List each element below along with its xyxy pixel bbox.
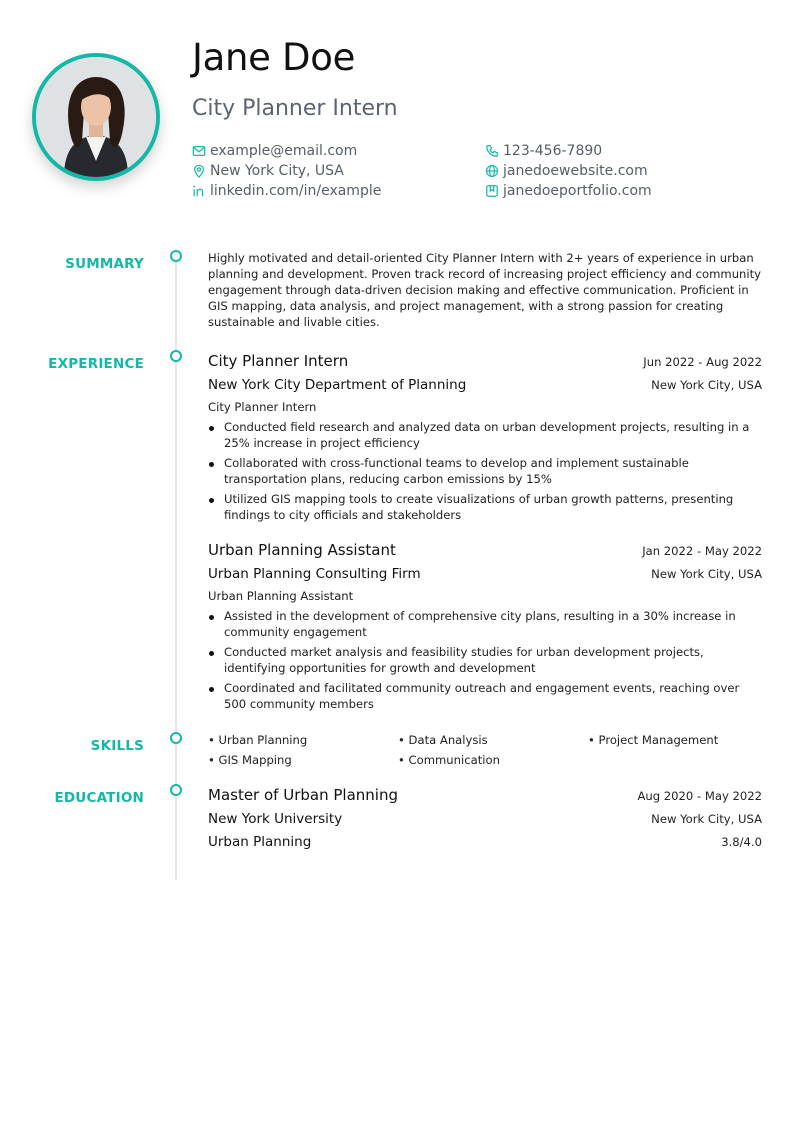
candidate-title: City Planner Intern [192,96,398,121]
skill-item: • Urban Planning [208,733,308,747]
section-title-education: EDUCATION [54,790,144,806]
section-title-skills: SKILLS [90,738,144,754]
list-item: Conducted market analysis and feasibility studies for urban development projects, identifying opportunities for growth and development [208,644,764,676]
experience-location: New York City, USA [651,567,762,581]
education-gpa: 3.8/4.0 [721,835,762,849]
timeline-dot-education [170,784,182,796]
location-pin-icon [192,164,206,178]
experience-subtitle: City Planner Intern [208,400,317,414]
candidate-name: Jane Doe [192,36,356,79]
experience-item-1-header [208,352,762,370]
education-dates: Aug 2020 - May 2022 [637,789,762,803]
education-school: New York University [208,811,343,827]
linkedin-icon [192,184,206,198]
education-degree: Master of Urban Planning [208,786,398,804]
experience-bullets [208,608,764,716]
contact-phone[interactable] [485,143,602,159]
experience-company: New York City Department of Planning [208,377,467,393]
list-item: Coordinated and facilitated community outreach and engagement events, reaching over 500 community members [208,680,764,712]
list-item: Assisted in the development of comprehensive city plans, resulting in a 30% increase in community engagement [208,608,764,640]
education-field: Urban Planning [208,834,312,850]
contact-location [192,163,344,179]
experience-item-2-org [208,566,762,582]
education-school-row [208,811,762,827]
education-location: New York City, USA [651,812,762,826]
experience-subtitle: Urban Planning Assistant [208,589,354,603]
contact-portfolio[interactable] [485,183,652,199]
list-item: Conducted field research and analyzed data on urban development projects, resulting in a 25% increase in project efficiency [208,419,764,451]
experience-bullets [208,419,764,527]
contact-email-text: example@email.com [210,143,358,159]
skill-item: • GIS Mapping [208,753,292,767]
experience-company: Urban Planning Consulting Firm [208,566,421,582]
education-field-row [208,834,762,850]
avatar [32,53,160,181]
portfolio-icon [485,184,499,198]
mail-icon [192,144,206,158]
contact-website[interactable] [485,163,648,179]
education-header [208,786,762,804]
contact-website-text: janedoewebsite.com [503,163,648,179]
list-item: Utilized GIS mapping tools to create visualizations of urban growth patterns, presenting findings to city officials and stakeholders [208,491,764,523]
skill-item: • Project Management [588,733,719,747]
contact-location-text: New York City, USA [210,163,344,179]
section-title-experience: EXPERIENCE [48,356,144,372]
experience-dates: Jun 2022 - Aug 2022 [643,355,762,369]
summary-text: Highly motivated and detail-oriented City Planner Intern with 2+ years of experience in urban planning and development. Proven track record of increasing project efficiency and community engagement through data-driven decision making and effective communication. Proficient in GIS mapping, data analysis, and project management, with a strong passion for creating sustainable and livable cities. [208,251,762,329]
experience-dates: Jan 2022 - May 2022 [642,544,762,558]
experience-role: Urban Planning Assistant [208,541,396,559]
phone-icon [485,144,499,158]
timeline-dot-skills [170,732,182,744]
experience-role: City Planner Intern [208,352,349,370]
contact-email[interactable] [192,143,357,159]
skill-item: • Communication [398,753,500,767]
contact-linkedin-text: linkedin.com/in/example [210,183,382,199]
contact-portfolio-text: janedoeportfolio.com [503,183,652,199]
list-item: Collaborated with cross-functional teams to develop and implement sustainable transportation plans, reducing carbon emissions by 15% [208,455,764,487]
timeline-dot-summary [170,250,182,262]
section-title-summary: SUMMARY [65,256,144,272]
experience-item-2-header [208,541,762,559]
contact-phone-text: 123-456-7890 [503,143,603,159]
timeline-dot-experience [170,350,182,362]
contact-linkedin[interactable] [192,183,381,199]
experience-location: New York City, USA [651,378,762,392]
skill-item: • Data Analysis [398,733,488,747]
globe-icon [485,164,499,178]
experience-item-1-org [208,377,762,393]
